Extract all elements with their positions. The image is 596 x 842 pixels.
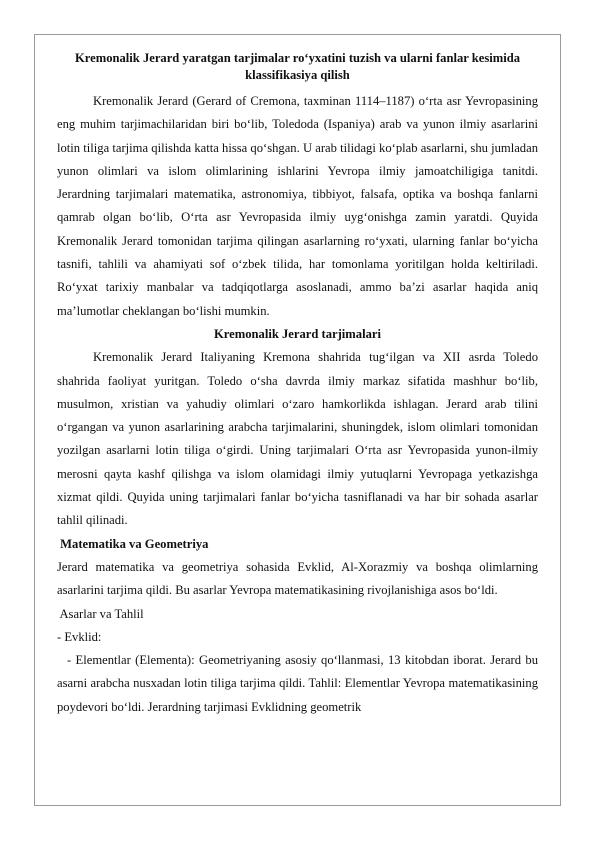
math-heading: Matematika va Geometriya xyxy=(57,536,209,551)
document-title: Kremonalik Jerard yaratgan tarjimalar ro‘yxatini tuzish va ularni fanlar kesimida klassifikasiya qilish xyxy=(74,51,521,82)
elements-paragraph: - Elementlar (Elementa): Geometriyaning asosiy qo‘llanmasi, 13 kitobdan iborat. Jerard bu asarni arabcha nusxadan lotin tiliga tarjima qildi. Tahlil: Elementlar Yevropa matematikasining poydevori bo‘ldi. Jerardning tarjimasi Evklidning geometrik xyxy=(57,653,538,714)
section-heading: Kremonalik Jerard tarjimalari xyxy=(214,326,381,341)
intro-paragraph: Kremonalik Jerard (Gerard of Cremona, taxminan 1114–1187) o‘rta asr Yevropasining eng muhim tarjimachilaridan biri bo‘lib, Toledoda (Ispaniya) arab va yunon ilmiy asarlarini lotin tiliga tarjima qilishda katta hissa qo‘shgan. U arab tilidagi ko‘plab asarlarni, shu jumladan yunon olimlari va islom olimlarining ishlarini Yevropa ilmiy jamoatchiligiga tanitdi. Jerardning tarjimalari matematika, astronomiya, tibbiyot, falsafa, optika va boshqa fanlarni qamrab olgan bo‘lib, O‘rta asr Yevropasida ilmiy uyg‘onishga zamin yaratdi. Quyida Kremonalik Jerard tomonidan tarjima qilingan asarlarning ro‘yxati, ularning fanlar bo‘yicha tasnifi, tahlili va ahamiyati sof o‘zbek tilida, har tomonlama yoritilgan holda keltiriladi. Ro‘yxat tarixiy manbalar va tadqiqotlarga asoslanadi, ammo ba’zi asarlar haqida aniq ma’lumotlar cheklangan bo‘lishi mumkin. xyxy=(57,94,538,318)
document-body xyxy=(57,50,538,719)
math-paragraph: Jerard matematika va geometriya sohasida Evklid, Al-Xorazmiy va boshqa olimlarning asarlarini tarjima qildi. Bu asarlar Yevropa matematikasining rivojlanishiga asos bo‘ldi. xyxy=(57,559,538,598)
analysis-label: Asarlar va Tahlil xyxy=(57,606,144,621)
euclid-label: - Evklid: xyxy=(57,629,102,644)
section-paragraph: Kremonalik Jerard Italiyaning Kremona shahrida tug‘ilgan va XII asrda Toledo shahrida faoliyat yuritgan. Toledo o‘sha davrda ilmiy markaz sifatida mashhur bo‘lib, musulmon, xristian va yahudiy olimlari o‘zaro hamkorlikda ishlagan. Jerard arab tilini o‘rgangan va yunon asarlarining arabcha tarjimalarini, shuningdek, islom olimlari tomonidan yozilgan asarlarni lotin tiliga o‘girdi. Uning tarjimalari O‘rta asr Yevropasida yunon-ilmiy merosni qayta kashf qilishga va islom olamidagi ilmiy yutuqlarni Yevropaga yetkazishga xizmat qildi. Quyida uning tarjimalari fanlar bo‘yicha tasniflanadi va har bir sohada asarlar tahlil qilinadi. xyxy=(57,350,538,528)
